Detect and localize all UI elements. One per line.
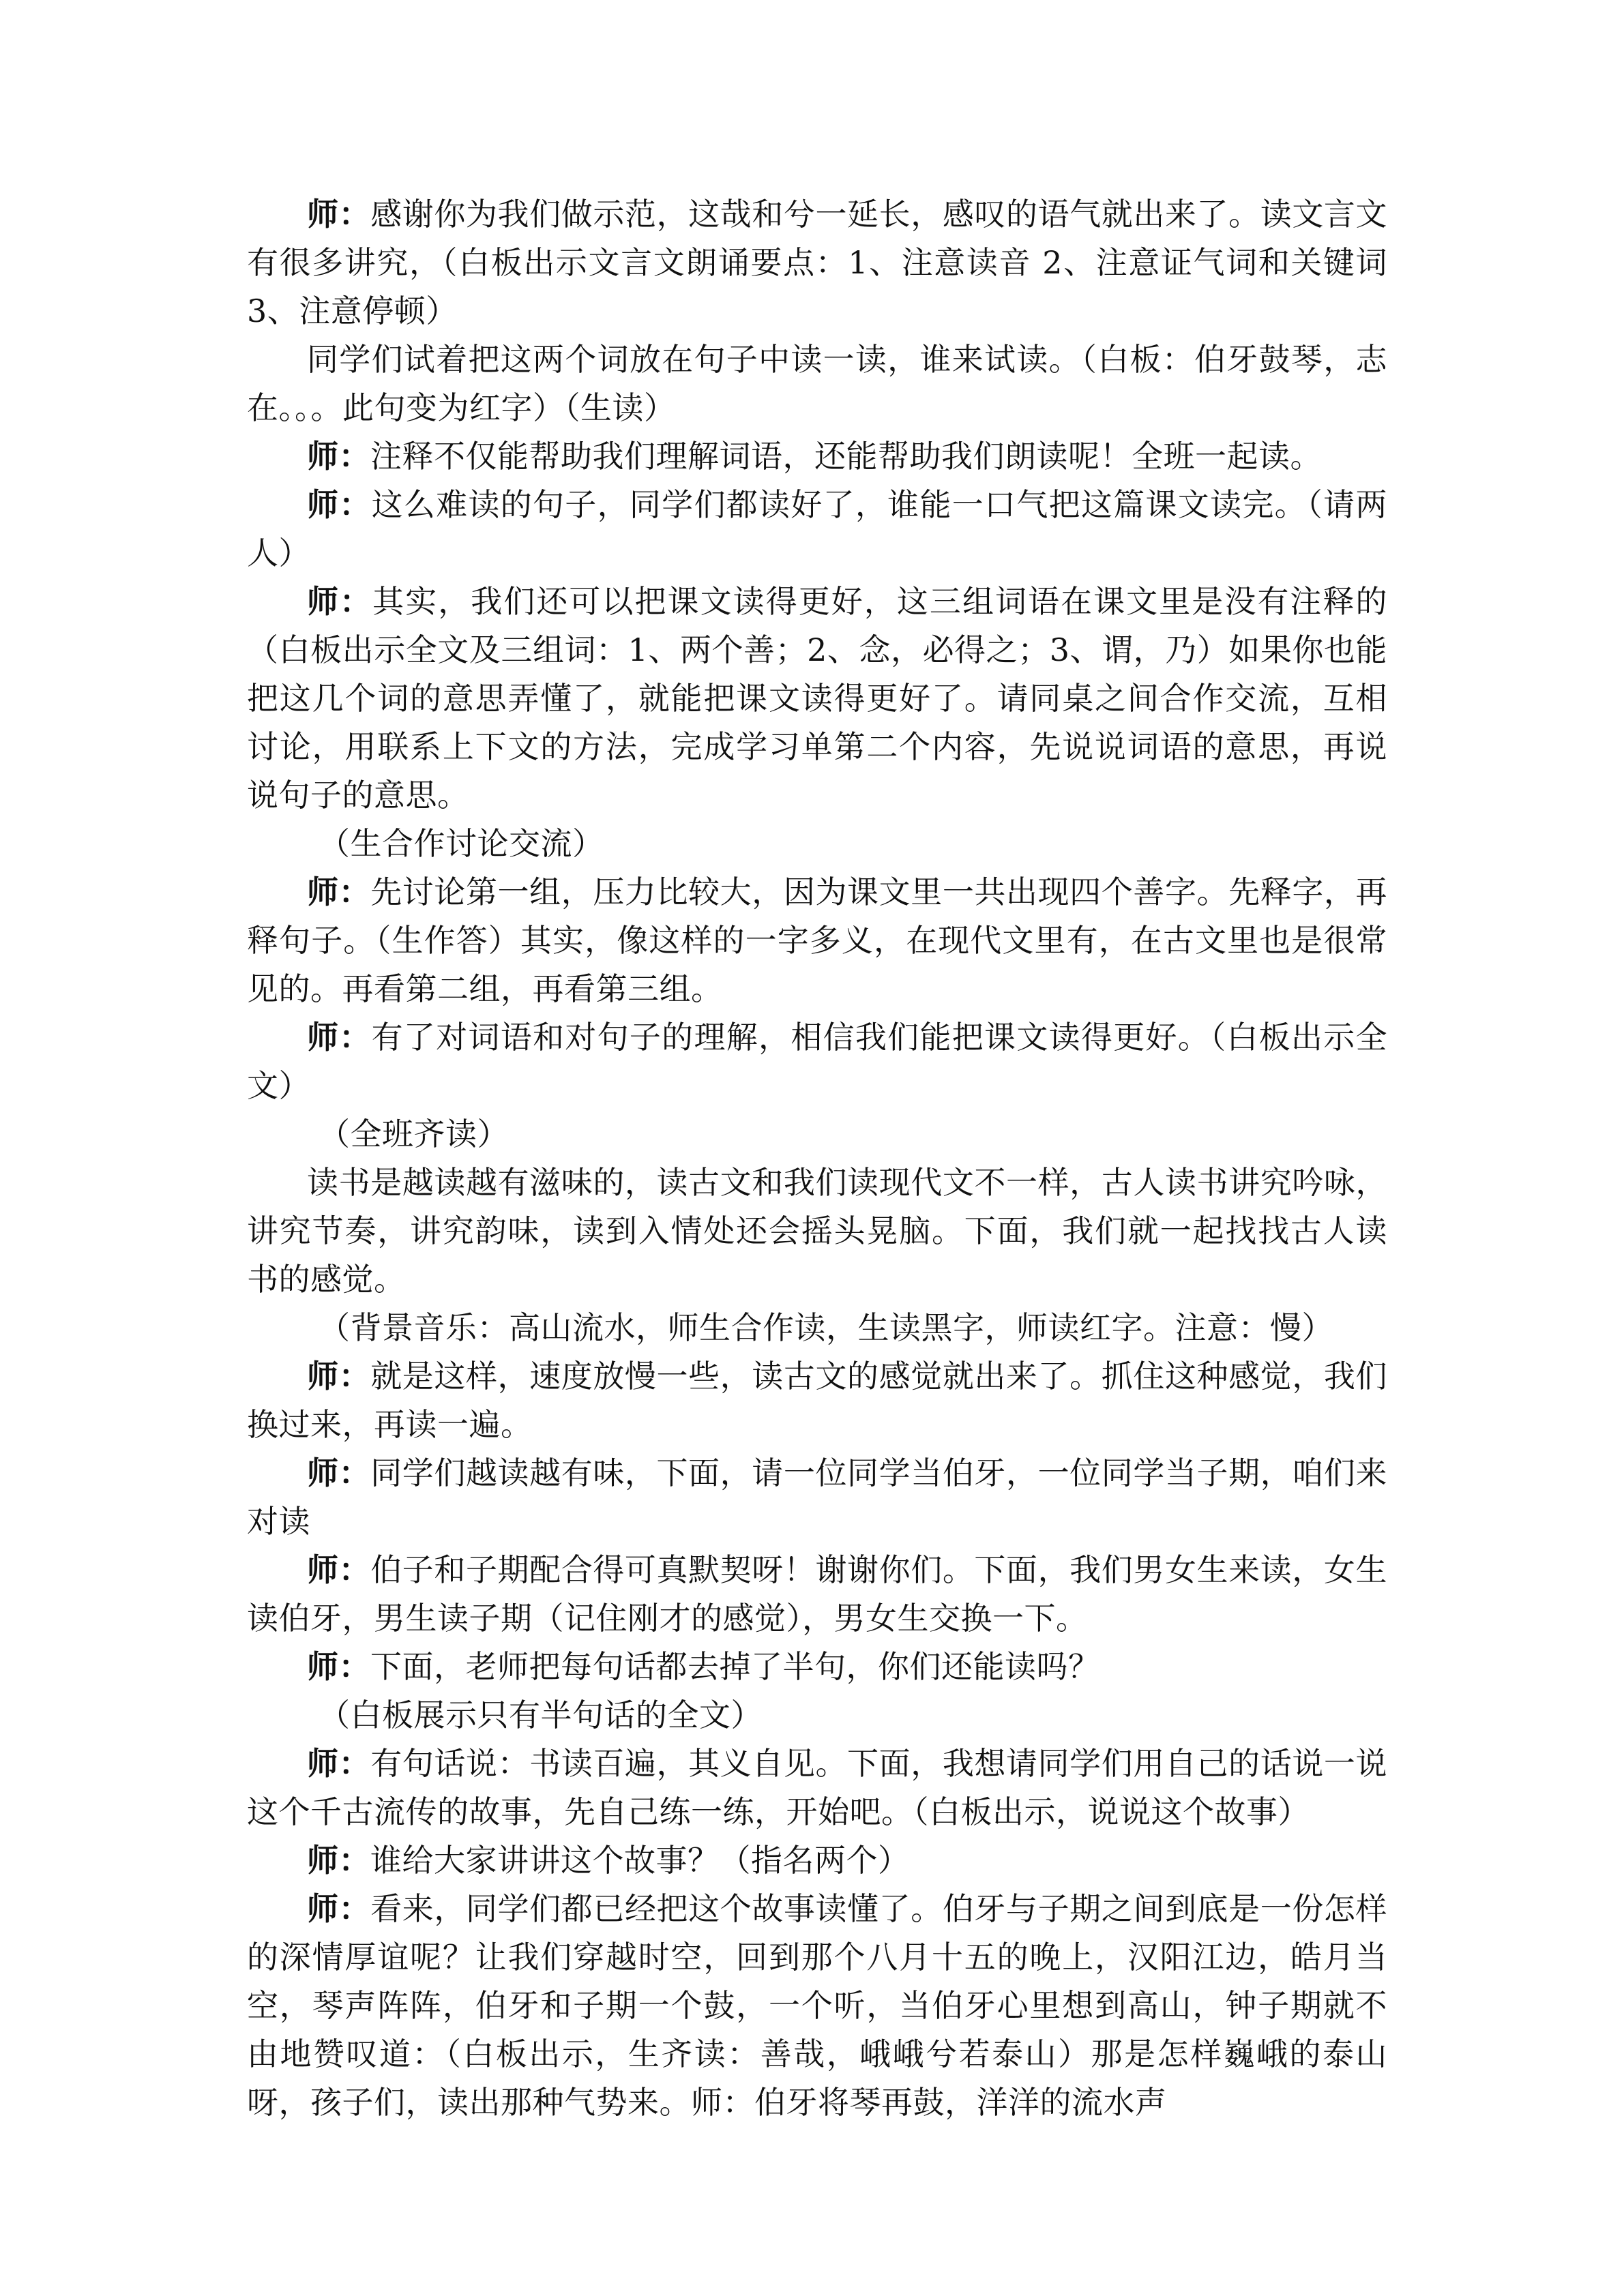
stage-direction bbox=[247, 820, 1387, 868]
paragraph bbox=[247, 1013, 1387, 1110]
paragraph bbox=[247, 481, 1387, 578]
speaker-label: 师： bbox=[307, 874, 371, 910]
paragraph bbox=[247, 1546, 1387, 1643]
paragraph-text: 注释不仅能帮助我们理解词语，还能帮助我们朗读呢！全班一起读。 bbox=[370, 438, 1322, 475]
paragraph-text: 读书是越读越有滋味的，读古文和我们读现代文不一样，古人读书讲究吟咏，讲究节奏，讲究韵味，读到入情处还会摇头晃脑。下面，我们就一起找找古人读书的感觉。 bbox=[247, 1164, 1387, 1298]
paragraph-text: 其实，我们还可以把课文读得更好，这三组词语在课文里是没有注释的（白板出示全文及三组词：1、两个善；2、念，必得之；3、谓，乃）如果你也能把这几个词的意思弄懂了，就能把课文读得更好了。请同桌之间合作交流，互相讨论，用联系上下文的方法，完成学习单第二个内容，先说说词语的意思，再说说句子的意思。 bbox=[247, 583, 1387, 814]
paragraph-text: （白板展示只有半句话的全文） bbox=[319, 1697, 763, 1733]
speaker-label: 师： bbox=[307, 1358, 371, 1395]
speaker-label: 师： bbox=[307, 1551, 371, 1588]
speaker-label: 师： bbox=[307, 1842, 370, 1879]
paragraph-text: （背景音乐：高山流水，师生合作读，生读黑字，师读红字。注意：慢） bbox=[319, 1309, 1333, 1346]
paragraph-text: 谁给大家讲讲这个故事？（指名两个） bbox=[370, 1842, 910, 1879]
paragraph bbox=[247, 1643, 1387, 1691]
paragraph-text: 同学们越读越有味，下面，请一位同学当伯牙，一位同学当子期，咱们来对读 bbox=[247, 1455, 1388, 1540]
paragraph-text: （生合作讨论交流） bbox=[319, 825, 604, 862]
paragraph bbox=[247, 336, 1387, 432]
paragraph-text: 感谢你为我们做示范，这哉和兮一延长，感叹的语气就出来了。读文言文有很多讲究，（白板出示文言文朗诵要点：1、注意读音 2、注意证气词和关键词 3、注意停顿） bbox=[247, 196, 1388, 329]
paragraph bbox=[247, 1885, 1387, 2127]
paragraph-text: （全班齐读） bbox=[319, 1116, 509, 1152]
paragraph bbox=[247, 1449, 1387, 1546]
paragraph-text: 就是这样，速度放慢一些，读古文的感觉就出来了。抓住这种感觉，我们换过来，再读一遍。 bbox=[247, 1358, 1388, 1443]
speaker-label: 师： bbox=[307, 1019, 372, 1056]
paragraph bbox=[247, 1352, 1387, 1449]
speaker-label: 师： bbox=[307, 1648, 370, 1685]
speaker-label: 师： bbox=[307, 1455, 371, 1491]
paragraph-text: 这么难读的句子，同学们都读好了，谁能一口气把这篇课文读完。（请两人） bbox=[247, 486, 1388, 571]
paragraph bbox=[247, 578, 1387, 820]
paragraph-text: 有句话说：书读百遍，其义自见。下面，我想请同学们用自己的话说一说这个千古流传的故事，先自己练一练，开始吧。（白板出示，说说这个故事） bbox=[247, 1745, 1388, 1830]
paragraph-text: 伯子和子期配合得可真默契呀！谢谢你们。下面，我们男女生来读，女生读伯牙，男生读子期（记住刚才的感觉），男女生交换一下。 bbox=[247, 1551, 1388, 1637]
paragraph bbox=[247, 868, 1387, 1013]
paragraph bbox=[247, 432, 1387, 481]
speaker-label: 师： bbox=[307, 438, 370, 475]
paragraph-text: 先讨论第一组，压力比较大，因为课文里一共出现四个善字。先释字，再释句子。（生作答）其实，像这样的一字多义，在现代文里有，在古文里也是很常见的。再看第二组，再看第三组。 bbox=[247, 874, 1388, 1007]
stage-direction bbox=[247, 1691, 1387, 1740]
stage-direction bbox=[247, 1110, 1387, 1159]
speaker-label: 师： bbox=[307, 486, 372, 523]
paragraph bbox=[247, 1159, 1387, 1304]
speaker-label: 师： bbox=[307, 583, 373, 620]
paragraph-text: 看来，同学们都已经把这个故事读懂了。伯牙与子期之间到底是一份怎样的深情厚谊呢？让我们穿越时空，回到那个八月十五的晚上，汉阳江边，皓月当空，琴声阵阵，伯牙和子期一个鼓，一个听，当伯牙心里想到高山，钟子期就不由地赞叹道：（白板出示，生齐读：善哉，峨峨兮若泰山）那是怎样巍峨的泰山呀，孩子们，读出那种气势来。师：伯牙将琴再鼓，洋洋的流水声 bbox=[247, 1890, 1388, 2121]
paragraph-text: 下面，老师把每句话都去掉了半句，你们还能读吗？ bbox=[370, 1648, 1100, 1685]
document-page bbox=[247, 190, 1387, 2127]
stage-direction bbox=[247, 1304, 1387, 1352]
speaker-label: 师： bbox=[307, 1890, 371, 1927]
speaker-label: 师： bbox=[307, 196, 371, 233]
speaker-label: 师： bbox=[307, 1745, 371, 1782]
paragraph bbox=[247, 190, 1387, 336]
paragraph bbox=[247, 1836, 1387, 1885]
paragraph-text: 有了对词语和对句子的理解，相信我们能把课文读得更好。（白板出示全文） bbox=[247, 1019, 1388, 1104]
paragraph bbox=[247, 1740, 1387, 1836]
paragraph-text: 同学们试着把这两个词放在句子中读一读，谁来试读。（白板：伯牙鼓琴，志在。。。此句变为红字）（生读） bbox=[247, 341, 1387, 426]
